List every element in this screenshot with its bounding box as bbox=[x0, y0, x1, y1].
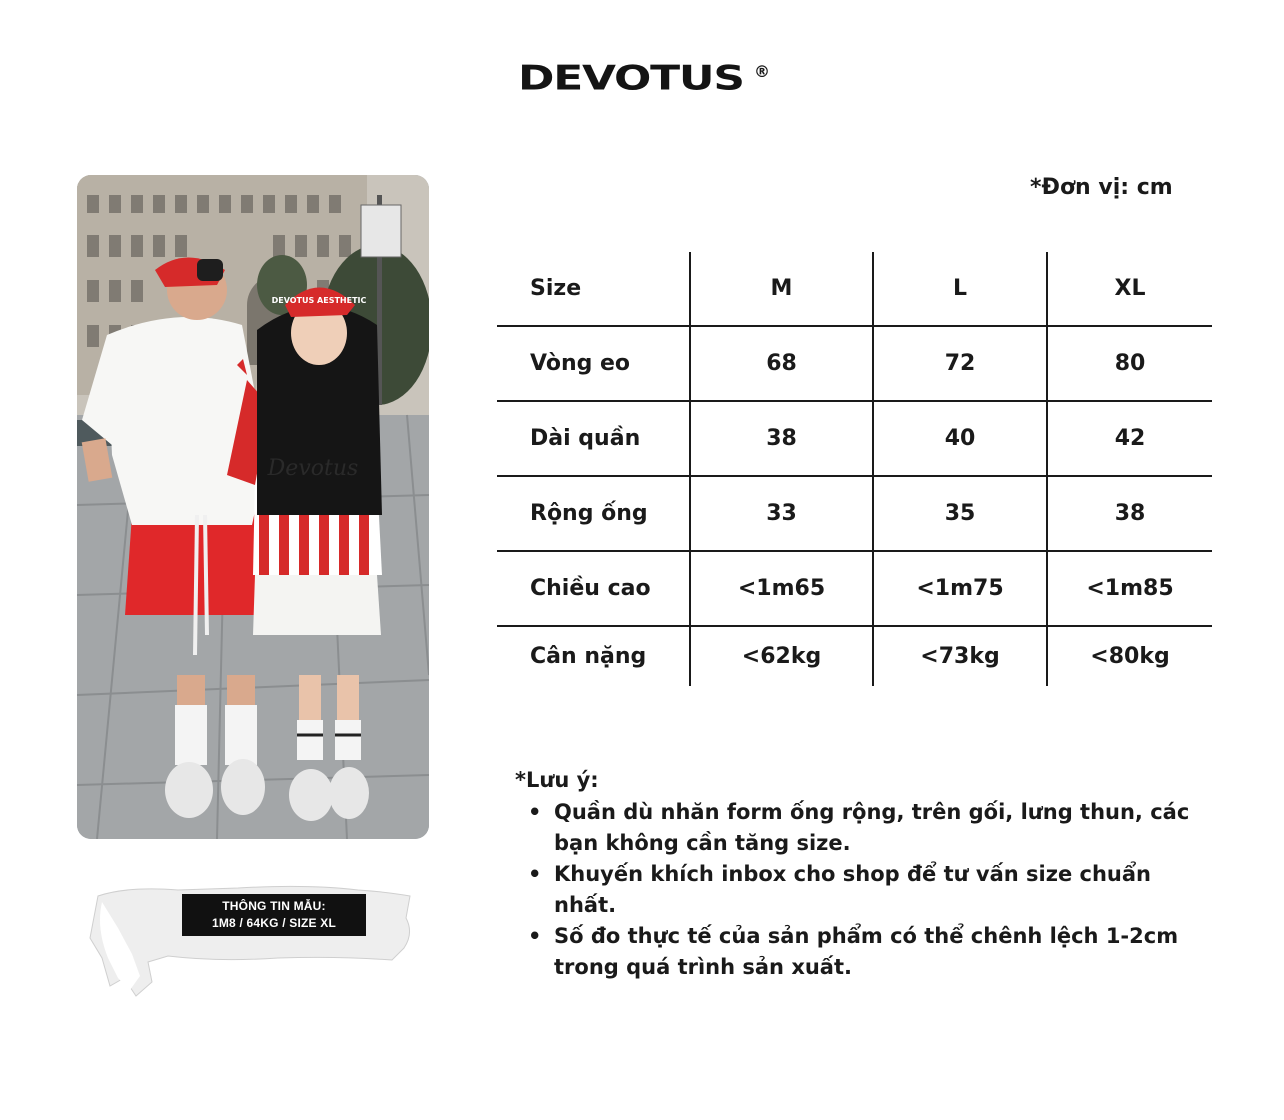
cell-value: <73kg bbox=[873, 626, 1047, 686]
notes-section bbox=[515, 765, 1215, 983]
cell-value: <80kg bbox=[1047, 626, 1212, 686]
cell-value: <1m65 bbox=[690, 551, 873, 626]
model-photo bbox=[77, 175, 429, 839]
list-item: • Số đo thực tế của sản phẩm có thể chênh lệch 1-2cm trong quá trình sản xuất. bbox=[515, 921, 1215, 983]
header-m: M bbox=[690, 252, 873, 326]
cell-value: 38 bbox=[1047, 476, 1212, 551]
table-row-leg-width bbox=[497, 476, 1212, 551]
table-row-length bbox=[497, 401, 1212, 476]
row-label: Dài quần bbox=[497, 401, 690, 476]
cell-value: 68 bbox=[690, 326, 873, 401]
row-label: Chiều cao bbox=[497, 551, 690, 626]
table-header-row bbox=[497, 252, 1212, 326]
header-l: L bbox=[873, 252, 1047, 326]
registered-mark: ® bbox=[754, 62, 770, 81]
row-label: Vòng eo bbox=[497, 326, 690, 401]
header-size: Size bbox=[497, 252, 690, 326]
cell-value: <1m85 bbox=[1047, 551, 1212, 626]
row-label: Rộng ống bbox=[497, 476, 690, 551]
list-item: • Quần dù nhăn form ống rộng, trên gối, lưng thun, các bạn không cần tăng size. bbox=[515, 797, 1215, 859]
table-row-height bbox=[497, 551, 1212, 626]
cell-value: <1m75 bbox=[873, 551, 1047, 626]
cap-print: DEVOTUS AESTHETIC bbox=[271, 296, 367, 305]
cell-value: 33 bbox=[690, 476, 873, 551]
notes-list bbox=[515, 797, 1215, 983]
cell-value: 72 bbox=[873, 326, 1047, 401]
brand-logo bbox=[518, 59, 770, 110]
unit-note: *Đơn vị: cm bbox=[1030, 175, 1173, 200]
brand-name: DEVOTUS bbox=[518, 59, 744, 98]
table-row-waist bbox=[497, 326, 1212, 401]
size-chart-table bbox=[497, 252, 1212, 686]
model-info-label bbox=[182, 894, 366, 936]
list-item: • Khuyến khích inbox cho shop để tư vấn size chuẩn nhất. bbox=[515, 859, 1215, 921]
cell-value: <62kg bbox=[690, 626, 873, 686]
cell-value: 38 bbox=[690, 401, 873, 476]
header-xl: XL bbox=[1047, 252, 1212, 326]
shirt-print: Devotus bbox=[267, 456, 359, 481]
model-info-detail: 1M8 / 64KG / SIZE XL bbox=[211, 916, 337, 930]
cell-value: 35 bbox=[873, 476, 1047, 551]
model-photo-illustration bbox=[77, 175, 429, 839]
notes-title: *Lưu ý: bbox=[515, 768, 599, 792]
cell-value: 40 bbox=[873, 401, 1047, 476]
cell-value: 80 bbox=[1047, 326, 1212, 401]
table-row-weight bbox=[497, 626, 1212, 686]
row-label: Cân nặng bbox=[497, 626, 690, 686]
cell-value: 42 bbox=[1047, 401, 1212, 476]
model-info-title: THÔNG TIN MẪU: bbox=[222, 899, 326, 913]
